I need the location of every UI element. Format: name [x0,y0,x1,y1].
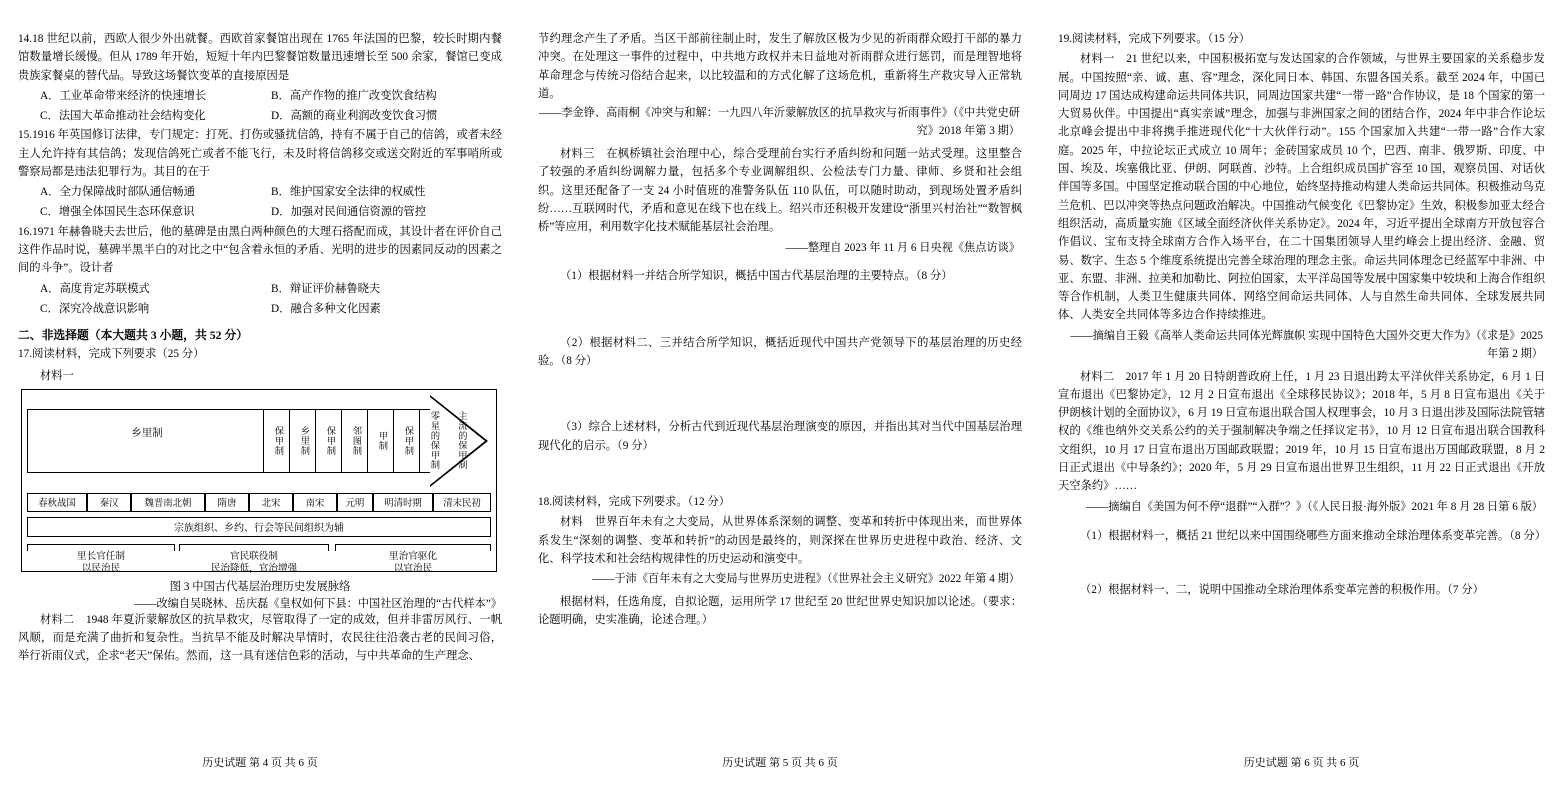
column-right [1040,0,1563,800]
question-16-text: 1971 年赫鲁晓夫去世后，他的墓碑是由黑白两种颜色的大理石搭配而成，其设计者在评价自己这件作品时说，墓碑半黑半白的对比之中“包含着永恒的矛盾、光明的进步的因素同反动的因素之间的斗争”。设计者 [18,225,502,275]
figure-era-5: 北宋 [249,493,293,512]
figure-vcell-7-label: 零星的保甲制 [428,411,439,470]
column-left [0,0,520,800]
question-18-source: ——于沛《百年未有之大变局与世界历史进程》（《世界社会主义研究》2022 年第 4 期） [592,573,1020,586]
footer-page-5: 历史试题 第 5 页 共 6 页 [722,757,838,769]
question-16-option-c[interactable]: C．深究冷战意识影响 [40,302,150,315]
question-15 [18,126,502,181]
figure-vcell-2 [289,410,315,472]
figure-bracket-1 [27,544,175,551]
question-17-material-2-label: 材料二 [40,613,75,626]
figure-vcell-1-label: 保甲制 [272,425,283,456]
question-17-sub-3: （3）综合上述材料，分析古代到近现代基层治理演变的原因，并指出其对当代中国基层治理现代化的启示。（9 分） [538,421,1022,452]
answer-space-19-1 [1058,557,1545,571]
figure-bracket-1-label: 里长官任制 以民治民 [77,550,125,574]
question-14-options [40,87,502,127]
figure-era-2: 秦汉 [87,493,131,512]
question-14 [18,30,502,85]
figure-bracket-3-label: 里治官驱化 以官治民 [389,550,437,574]
question-19-material-1-source: ——摘编自王毅《高举人类命运共同体光辉旗帜 实现中国特色大国外交更大作为》（《求是》2025 年第 2 期） [1070,329,1543,360]
question-18-material [538,513,1022,568]
footer-page-4: 历史试题 第 4 页 共 6 页 [202,757,318,769]
column-middle [520,0,1040,800]
question-14-option-b[interactable]: B．高产作物的推广改变饮食结构 [271,89,437,102]
question-16 [18,223,502,278]
question-19-number: 19. [1058,33,1073,45]
question-19-material-2-label: 材料二 [1080,370,1115,383]
footer-page-6-text: 历史试题 第 6 页 共 6 页 [1243,757,1360,769]
figure-3-ancient-grassroots-governance [21,389,499,574]
question-19-material-2-source: ——摘编自《美国为何不停“退群”“入群”？》（《人民日报·海外版》2021 年 8 月 28 日第 6 版） [1085,500,1543,513]
question-17-material-2 [18,611,502,666]
question-16-option-a[interactable]: A．高度肯定苏联模式 [40,282,150,295]
figure-era-9: 清末民初 [433,493,491,512]
question-16-option-b[interactable]: B．辩证评价赫鲁晓夫 [271,282,381,295]
question-17-number: 17. [18,348,33,361]
figure-bracket-3 [335,544,491,551]
figure-bracket-row [27,541,491,574]
question-19-material-1-label: 材料一 [1080,53,1115,66]
section-2-title: 二、非选择题（本大题共 3 小题，共 52 分） [18,328,249,343]
question-19 [1058,30,1545,48]
question-17-sub-1: （1）根据材料一并结合所学知识，概括中国古代基层治理的主要特点。（8 分） [560,270,953,283]
figure-caption: 图 3 中国古代基层治理历史发展脉络 [169,580,351,593]
question-16-number: 16. [18,225,33,238]
question-17-text: 阅读材料，完成下列要求（25 分） [32,348,205,361]
question-19-material-2 [1058,368,1545,496]
answer-space-17-1 [538,298,1022,324]
question-17-material-2-text: 1948 年夏沂蒙解放区的抗旱救灾，尽管取得了一定的成效，但并非雷厉风行、一帆风顺，而是充满了曲折和复杂性。当抗旱不能及时解决旱情时，农民往往沿袭古老的民间习俗，举行祈雨仪式，企求“老天”保佑。然而，这一具有迷信色彩的活动，与中共革命的生产理念、 [18,613,502,663]
material-2-continuation: 节约理念产生了矛盾。当区干部前往制止时，发生了解放区极为少见的祈雨群众殴打干部的暴力冲突。在处理这一事件的过程中，中共地方政权并未日益地对祈雨群众进行惩罚，而是理智地将革命理念与传统习俗结合起来，以比较温和的方式化解了这场危机，重新将生产救灾导入正常轨道。 [538,33,1022,100]
figure-era-3: 魏晋南北朝 [131,493,205,512]
figure-vcell-5 [367,410,393,472]
figure-vcell-4 [341,410,367,472]
question-15-option-d[interactable]: D．加强对民间通信资源的管控 [271,206,427,219]
figure-vcell-3 [315,410,341,472]
question-17-material-3-text: 在枫桥镇社会治理中心，综合受理前台实行矛盾纠纷和问题一站式受理。这里整合了较强的矛盾纠纷调解力量，包括多个专业调解组织、公检法专门力量、律师、乡贤和社会组织。这里还配备了一支 24 小时值班的准警务队伍 110 队伍，可以随时助动，到现场处置矛盾纠纷……互联网时代，矛盾和意见在线下也在线上。绍兴市还积极开发建设“浙里兴村治社”“数智枫桥”等应用，利用数字化技术赋能基层社会治理。 [538,148,1022,234]
question-14-option-c[interactable]: C．法国大革命推动社会结构变化 [40,109,206,122]
question-15-options [40,183,502,223]
question-14-option-d[interactable]: D．高额的商业利润改变饮食习惯 [271,109,438,122]
question-18-number: 18. [538,495,553,508]
question-15-option-c[interactable]: C．增强全体国民生态环保意识 [40,206,195,219]
question-19-text: 阅读材料，完成下列要求。（15 分） [1072,33,1251,45]
question-15-option-a[interactable]: A．全力保障战时部队通信畅通 [40,186,196,199]
question-17-material-1-label: 材料一 [40,369,74,382]
figure-vcell-6 [393,410,419,472]
figure-vcell-4-label: 邻图制 [350,425,361,456]
question-16-options [40,280,502,320]
figure-bracket-2 [179,544,329,551]
question-14-text: 18 世纪以前，西欧人很少外出就餐。西欧首家餐馆出现在 1765 年法国的巴黎，较长时期内餐馆数量增长缓慢。但从 1789 年开始，短短十年内巴黎餐馆数量迅速增长至 500 余家，餐馆已变成贵族家餐桌的替代品。导致这场餐饮变革的直接原因是 [18,33,502,82]
figure-vcell-2-label: 乡里制 [298,425,309,456]
question-18 [538,493,1022,511]
question-15-number: 15. [18,129,33,142]
material-2-source: ——李金铮、高雨桐《冲突与和解：一九四八年沂蒙解放区的抗旱救灾与祈雨事件》（《中共党史研究》2018 年第 3 期） [538,107,1020,138]
answer-space-17-2 [538,382,1022,408]
figure-era-6: 南宋 [293,493,337,512]
answer-space-17-3 [538,467,1022,493]
question-19-material-1-text: 21 世纪以来，中国积极拓宽与发达国家的合作领域，与世界主要国家的关系稳步发展。中国按照“亲、诚、惠、容”理念，深化同日本、韩国、东盟各国关系。截至 2024 年，中国已同周边 17 国达成构建命运共同体共识，同周边国家共建“一带一路”合作协议，是 18 个国家的第一大贸易伙伴。中国提出“真实亲诚”理念，加强与非洲国家之间的团结合作，2024 年中非合作论坛北京峰会提出中非将携手推进现代化“十大伙伴行动”。155 个国家加入共建“一带一路”合作大家庭。2025 年，中拉论坛正式成立 10 周年；金砖国家成员 10 个，巴西、南非、俄罗斯、印度、中国、埃及、埃塞俄比亚、伊朗、阿联酋、沙特。上合组织成员国扩容至 10 国，观察员国、对话伙伴国等多国。中国坚定推动联合国的中心地位，始终坚持推动构建人类命运共同体。积极推动鸟克兰危机、巴以冲突等热点问题政治解决。中国推动气候变化《巴黎协定》生效，积极参加亚太经合组织活动，高质量实施《区域全面经济伙伴关系协定》。2024 年，习近平提出全球南方开放包容合作倡议、宝布支持全球南方合作入场平台，在二十国集团领导人里约峰会上提出经济、金融、贸易、数字、生态 5 个维度系统提出完善全球治理的理念主张。命运共同体理念已经蓝军中非洲、中亚、东盟、非洲、拉美和加勒比、阿拉伯国家，太平洋岛国等发展中国家集中较块和上海合作组织等合作机制，人类卫生健康共同体、网络空间命运共同体、人与自然生命共同体、全球发展共同体、人类安全共同体等多边合作持续推进。 [1058,53,1545,322]
question-18-material-text: 世界百年未有之大变局，从世界体系深刻的调整、变革和转折中体现出来，而世界体系发生“深刻的调整、变革和转折”的动因是最终的，则深探在世界历史进程中政治、经济、文化、科学技术和社会结构规律性的历史运动和演变中。 [538,516,1022,565]
question-19-material-1 [1058,50,1545,324]
material-3-source: ——整理自 2023 年 11 月 6 日央视《焦点访谈》 [785,241,1020,254]
question-18-material-label: 材料 [560,516,584,529]
question-15-text: 1916 年英国修订法律，专门规定：打死、打伤或骚扰信鸽，持有不属于自己的信鸽，或者未经主人允许持有其信鸽；发现信鸽死亡或者不能飞行，未及时将信鸽移交或送交附近的军事哨所或警察局都是违法犯罪行为。其目的在于 [18,129,502,179]
question-18-requirement: 根据材料，任选角度，自拟论题，运用所学 17 世纪至 20 世纪世界史知识加以论述。（要求：论题明确，史实准确，论述合理。） [538,596,1022,627]
figure-main-label: 乡里制 [131,427,163,439]
question-19-sub-2: （2）根据材料一、二，说明中国推动全球治理体系变革完善的积极作用。（7 分） [1080,583,1484,596]
question-14-number: 14. [18,33,33,45]
figure-vcell-8-label: 主流的保甲制 [455,411,466,470]
figure-arrow-group [27,395,491,487]
figure-vcell-6-label: 保甲制 [402,425,413,456]
figure-vcell-1 [263,410,289,472]
figure-source: ——改编自吴晓林、岳庆磊《皇权如何下县：中国社区治理的“古代样本”》 [134,597,502,610]
figure-era-8: 明清时期 [373,493,433,512]
figure-vcell-7 [419,410,445,472]
question-19-material-2-text: 2017 年 1 月 20 日特朗普政府上任，1 月 23 日退出跨太平洋伙伴关系协定，6 月 1 日宣布退出《巴黎协定》，12 月 2 日宣布退出《全球移民协议》；2018 年，5 月 8 日宣布退出《关于伊朗核计划的全面协议》，6 月 19 日宣布退出联合国人权理事会，10 月 3 日退出涉及国际法院管辖权的《维也纳外交关系公约的关于强制解决争端之任择议定书》，10 月 12 日宣布退出联合国教科文组织，10 月 17 日宣布退出万国邮政联盟；2019 年，10 月 15 日宣布退出万国邮政联盟，8 月 2 日正式退出《中导条约》；2020 年，5 月 29 日宣布退出世界卫生组织，11 月 22 日正式退出《开放天空条约》…… [1058,370,1545,493]
question-17-sub-2: （2）根据材料二、三并结合所学知识，概括近现代中国共产党领导下的基层治理的历史经验。（8 分） [538,336,1022,368]
question-18-text: 阅读材料，完成下列要求。（12 分） [552,495,731,508]
figure-era-row [27,493,491,513]
question-14-option-a[interactable]: A．工业革命带来经济的快速增长 [40,89,207,102]
figure-bracket-2-label: 官民联役制 民治降低，官治增强 [210,550,298,574]
figure-vcell-8 [447,410,473,472]
figure-era-1: 春秋战国 [27,493,87,512]
question-15-option-b[interactable]: B．维护国家安全法律的权威性 [271,186,426,199]
question-19-sub-1: （1）根据材料一，概括 21 世纪以来中国围绕哪些方面来推动全球治理体系变革完善。（8 分） [1080,529,1546,542]
figure-organization-row: 宗族组织、乡约、行会等民间组织为辅 [27,517,491,537]
question-17-material-3-label: 材料三 [560,148,595,161]
question-17 [18,345,502,363]
question-16-option-d[interactable]: D．融合多种文化因素 [271,302,381,315]
figure-vcell-5-label: 甲制 [376,430,387,451]
figure-era-4: 隋唐 [205,493,249,512]
figure-vcell-3-label: 保甲制 [324,425,335,456]
question-17-material-3 [538,145,1022,236]
figure-era-7: 元明 [337,493,373,512]
